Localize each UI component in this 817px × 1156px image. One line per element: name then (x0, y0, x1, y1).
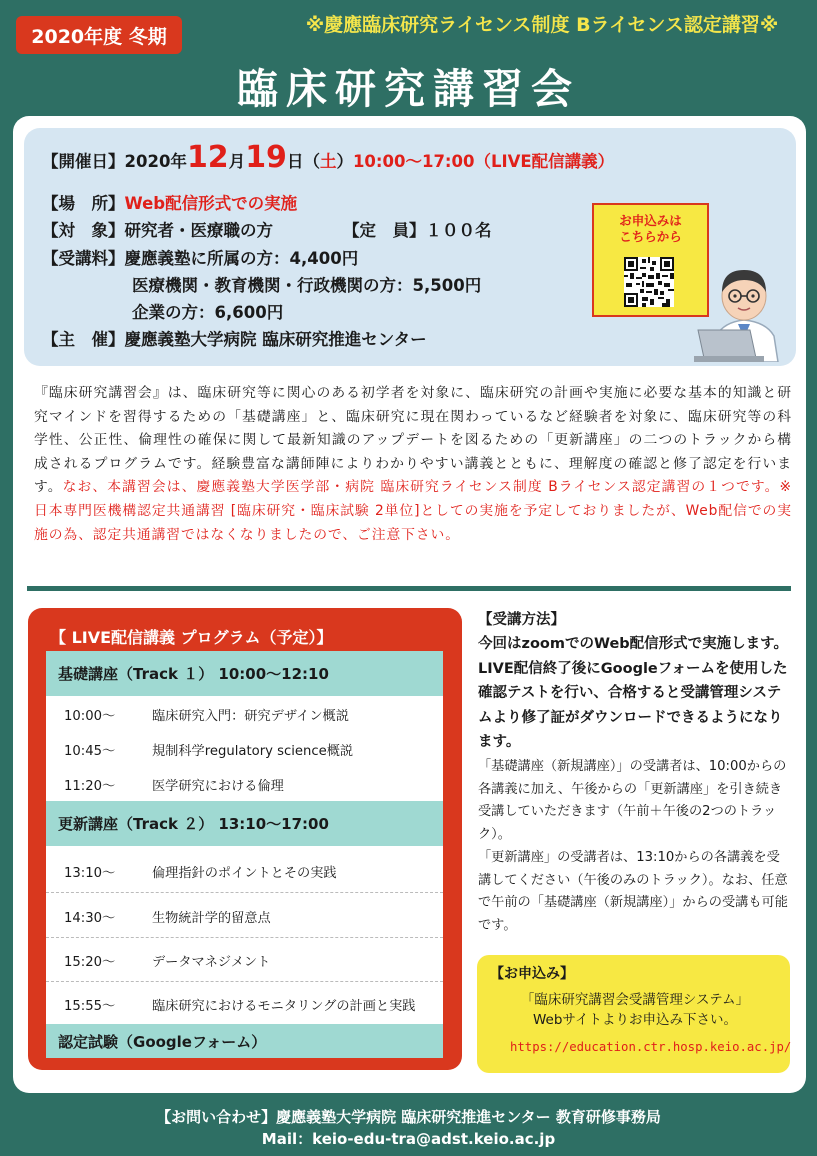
target-label: 【対 象】 (42, 221, 125, 240)
method-body: 今回はzoomでのWeb配信形式で実施します。LIVE配信終了後にGoogleフォームを使用した確認テストを行い、合格すると受講管理システムより修了証がダウンロードできるようになります。 (478, 636, 789, 750)
apply-url-link[interactable]: https://education.ctr.hosp.keio.ac.jp/ (510, 1040, 792, 1054)
method-track1-note: 「基礎講座（新規講座）」の受講者は、10:00からの各講義に加え、午後からの「更新講座」を引き続き受講していただきます（午前＋午後の2つのトラック）。 (478, 759, 787, 842)
host-label: 【主 催】 (42, 330, 125, 349)
fee-item-2: 医療機関・教育機関・行政機関の方：5,500円 (132, 276, 482, 295)
fee-label: 【受講料】 (42, 249, 125, 268)
fee-row (42, 245, 358, 269)
method-track2-note: 「更新講座」の受講者は、13:10からの各講義を受講してください（午後のみのトラック）。なお、任意で午前の「基礎講座（新規講座）」からの受講も可能です。 (478, 850, 788, 933)
place-row (42, 190, 297, 214)
lecture-time: 10:45～ (64, 744, 116, 759)
lecture-time: 13:10～ (64, 866, 116, 881)
apply-line-1: 「臨床研究講習会受講管理システム」 (520, 992, 750, 1008)
season-badge: 2020年度 冬期 (16, 16, 182, 54)
lecture-name: 医学研究における倫理 (152, 779, 284, 794)
place-label: 【場 所】 (42, 194, 125, 213)
lecture-name: データマネジメント (152, 955, 271, 970)
apply-line-2: Webサイトよりお申込み下さい。 (533, 1012, 737, 1028)
apply-body (490, 990, 780, 1030)
track1-heading: 基礎講座（Track １） 10:00～12:10 (46, 651, 443, 696)
lecture-name: 臨床研究におけるモニタリングの計画と実践 (152, 999, 416, 1014)
qr-code-icon[interactable] (624, 257, 674, 307)
place-value: Web配信形式での実施 (124, 194, 298, 213)
lecture-name: 臨床研究入門：研究デザイン概説 (152, 709, 349, 724)
capacity-row (343, 217, 492, 241)
date-time: 10:00～17:00（LIVE配信講義） (352, 152, 615, 171)
lecture-time: 14:30～ (64, 911, 116, 926)
lecture-name: 倫理指針のポイントとその実践 (152, 866, 337, 881)
date-day-unit: 日（ (286, 152, 320, 171)
date-day: 19 (245, 140, 287, 175)
lecture-time: 11:20～ (64, 779, 116, 794)
license-note: ※慶應臨床研究ライセンス制度 Bライセンス認定講習※ (305, 14, 779, 36)
description-note: なお、本講習会は、慶應義塾大学医学部・病院 臨床研究ライセンス制度 Bライセンス認定講習の１つです。※日本専門医機構認定共通講習 [臨床研究・臨床試験 2単位]としての実施を予定しておりましたが、Web配信での実施の為、認定共通講習ではなくなりましたので、ご注意下さい。 (34, 479, 793, 543)
capacity-value: １００名 (425, 221, 492, 240)
qr-label: お申込みは こちらから (619, 213, 682, 244)
contact-line-1: 【お問い合わせ】慶應義塾大学病院 臨床研究推進センター 教育研修事務局 (156, 1108, 661, 1126)
lecture-divider (46, 937, 443, 938)
program-title: 【 LIVE配信講義 プログラム（予定）】 (50, 628, 333, 647)
description (34, 382, 792, 547)
host-value: 慶應義塾大学病院 臨床研究推進センター (124, 330, 427, 349)
exam-row: 認定試験（Googleフォーム） (46, 1024, 443, 1058)
date-row (42, 140, 614, 175)
qr-signup-box[interactable] (592, 203, 709, 317)
fee-item-1: 慶應義塾に所属の方：4,400円 (124, 249, 359, 268)
description-body: 『臨床研究講習会』は、臨床研究等に関心のある初学者を対象に、臨床研究の計画や実施に必要な基本的知識と研究マインドを習得するための「基礎講座」と、臨床研究に現在関わっているなど経験者を対象に、臨床研究等の科学性、公正性、倫理性の確保に関して最新知識のアップデートを図るための「更新講座」の二つのトラックから構成されるプログラムです。経験豊富な講師陣によりわかりやすい講義とともに、理解度の確認と修了認定を行います。 (34, 385, 792, 496)
lecture-name: 規制科学regulatory science概説 (152, 744, 354, 759)
target-row (42, 217, 273, 241)
date-label: 【開催日】 (42, 152, 125, 171)
contact-footer (0, 1106, 817, 1150)
lecture-divider (46, 892, 443, 893)
doctor-laptop-icon (694, 258, 794, 362)
method-title: 【受講方法】 (478, 612, 565, 628)
contact-email[interactable]: Mail：keio-edu-tra@adst.keio.ac.jp (261, 1130, 556, 1148)
date-month-unit: 月 (228, 152, 246, 171)
lecture-time: 10:00～ (64, 709, 116, 724)
section-divider (27, 586, 791, 591)
lecture-divider (46, 981, 443, 982)
target-value: 研究者・医療職の方 (124, 221, 273, 240)
lecture-name: 生物統計学的留意点 (152, 911, 271, 926)
page-title: 臨床研究講習会 (237, 65, 580, 113)
capacity-label: 【定 員】 (343, 221, 426, 240)
date-month: 12 (186, 140, 229, 175)
host-row (42, 326, 427, 350)
apply-title: 【お申込み】 (490, 966, 574, 982)
date-weekday: 土 (319, 152, 337, 171)
date-year: 2020年 (124, 152, 187, 171)
fee-item-3: 企業の方：6,600円 (132, 303, 284, 322)
date-close: ） (336, 152, 353, 171)
track2-heading: 更新講座（Track ２） 13:10～17:00 (46, 801, 443, 846)
lecture-time: 15:55～ (64, 999, 116, 1014)
lecture-time: 15:20～ (64, 955, 116, 970)
